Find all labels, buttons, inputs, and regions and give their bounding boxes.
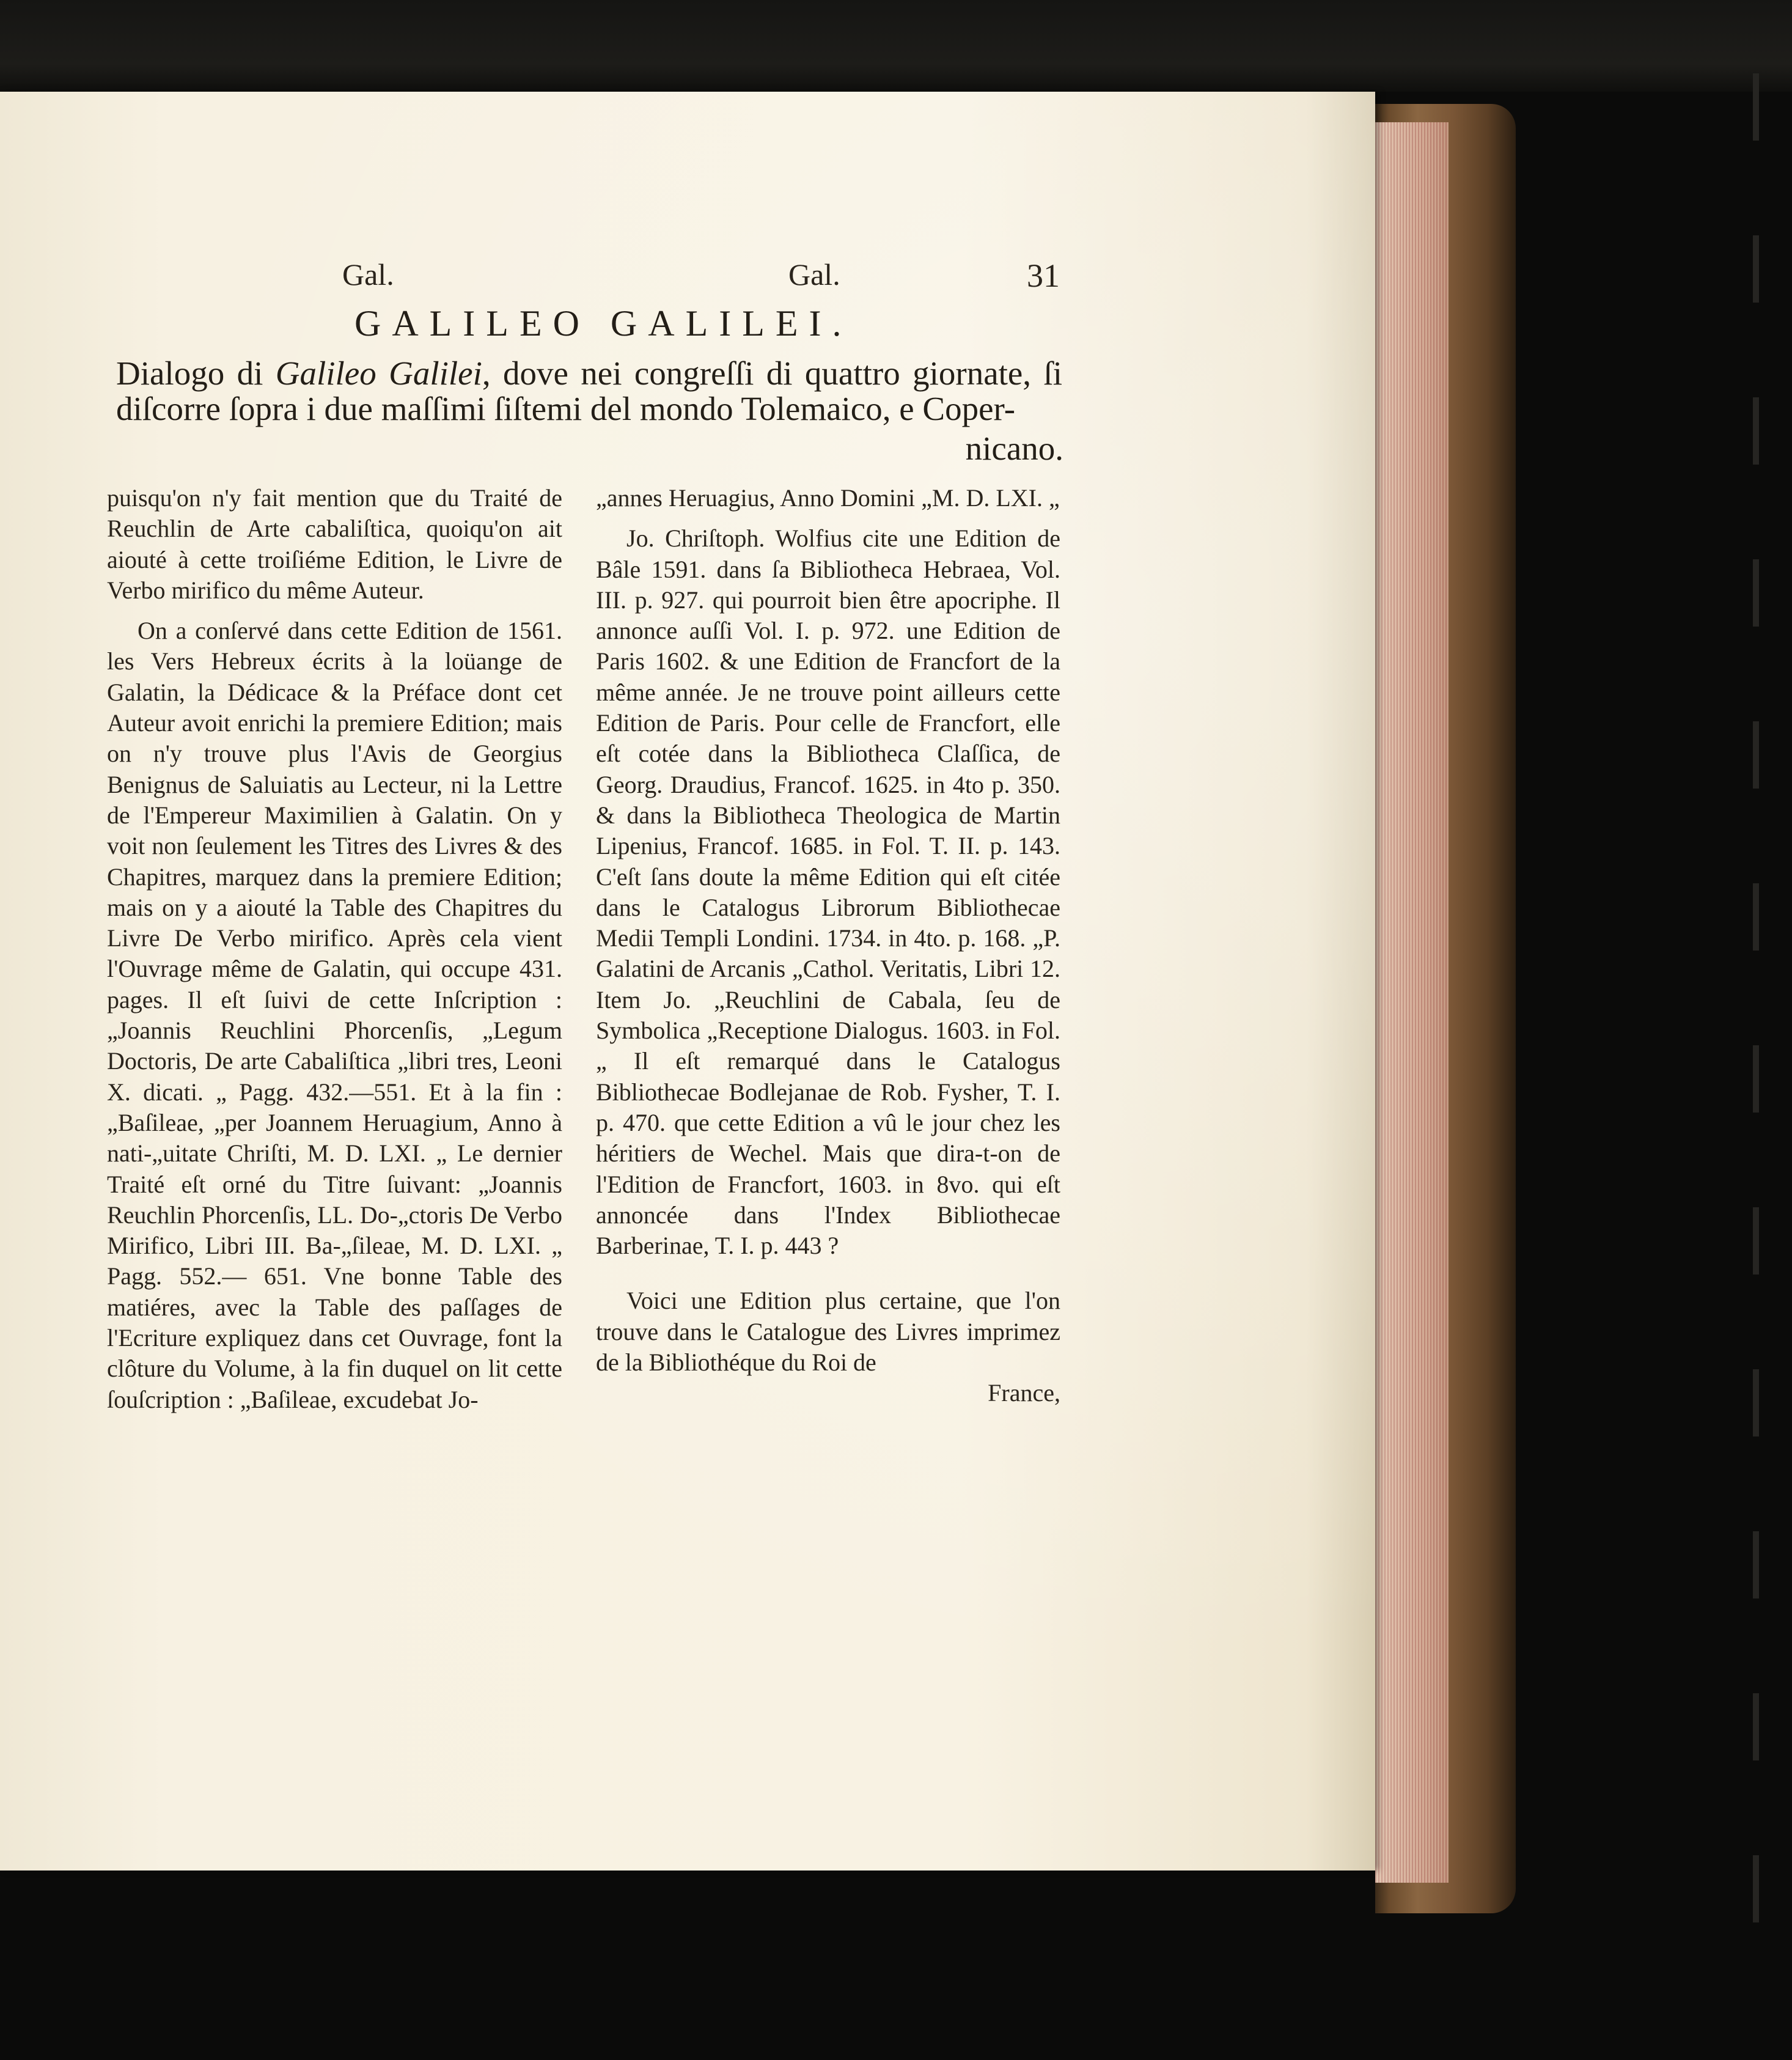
left-column (107, 483, 562, 1415)
work-title (116, 356, 1062, 427)
author-heading: GALILEO GALILEI. (354, 303, 853, 344)
catchword: France, (988, 1379, 1060, 1407)
title-rest: , dove nei congreſſi di quattro giornate, ſi diſcorre ſopra i due maſſimi ſiſtemi del mondo Tolemaico, e Coper- (116, 355, 1062, 427)
running-head-left: Gal. (342, 257, 394, 292)
right-paragraph-1: „annes Heruagius, Anno Domini „M. D. LXI. „ (596, 484, 1060, 512)
title-lead: Dialogo di (116, 355, 263, 392)
running-head-center: Gal. (788, 257, 840, 292)
right-paragraph-3: Voici une Edition plus certaine, que l'on trouve dans le Catalogue des Livres imprimez de la Bibliothéque du Roi de (596, 1287, 1060, 1377)
left-paragraph-2: On a conſervé dans cette Edition de 1561. les Vers Hebreux écrits à la loüange de Galatin, la Dédicace & la Préface dont cet Auteur avoit enrichi la premiere Edition; mais on n'y trouve plus l'Avis de Georgius Benignus de Saluiatis au Lecteur, ni la Lettre de l'Empereur Maximilien à Galatin. On y voit non ſeulement les Titres des Livres & des Chapitres, marquez dans la premiere Edition; mais on y a aiouté la Table des Chapitres du Livre De Verbo mirifico. Après cela vient l'Ouvrage même de Galatin, qui occupe 431. pages. Il eſt ſuivi de cette Inſcription : „Joannis Reuchlini Phorcenſis, „Legum Doctoris, De arte Cabaliſtica „libri tres, Leoni X. dicati. „ Pagg. 432.—551. Et à la fin : „Baſileae, „per Joannem Heruagium, Anno à nati-„uitate Chriſti, M. D. LXI. „ Le dernier Traité eſt orné du Titre ſuivant: „Joannis Reuchlin Phorcenſis, LL. Do-„ctoris De Verbo Mirifico, Libri III. Ba-„ſileae, M. D. LXI. „ Pagg. 552.— 651. Vne bonne Table des matiéres, avec la Table des paſſages de l'Ecriture expliquez dans cet Ouvrage, font la clôture du Volume, à la fin duquel on lit cette ſouſcription : „Baſileae, excudebat Jo- (107, 617, 562, 1413)
left-paragraph-1: puisqu'on n'y fait mention que du Traité de Reuchlin de Arte cabaliſtica, quoiqu'on ait aiouté à cette troiſiéme Edition, le Livre de Verbo mirifico du même Auteur. (107, 484, 562, 604)
page-edges (1375, 122, 1449, 1883)
scale-ruler (1753, 73, 1759, 1981)
right-column (596, 483, 1060, 1409)
scanner-top-strip (0, 0, 1792, 92)
title-author-name: Galileo Galilei (275, 355, 482, 392)
page-number: 31 (1027, 257, 1060, 294)
title-tail: nicano. (965, 430, 1063, 467)
right-paragraph-2: Jo. Chriſtoph. Wolfius cite une Edition de Bâle 1591. dans ſa Bibliotheca Hebraea, Vol. III. p. 927. qui pourroit bien être apocriphe. Il annonce auſſi Vol. I. p. 972. une Edition de Paris 1602. & une Edition de Francfort de la même année. Je ne trouve point ailleurs cette Edition de Paris. Pour celle de Francfort, elle eſt cotée dans la Bibliotheca Claſſica, de Georg. Draudius, Francof. 1625. in 4to p. 350. & dans la Bibliotheca Theologica de Martin Lipenius, Francof. 1685. in Fol. T. II. p. 143. C'eſt ſans doute la même Edition qui eſt citée dans le Catalogus Librorum Bibliothecae Medii Templi Londini. 1734. in 4to. p. 168. „P. Galatini de Arcanis „Cathol. Veritatis, Libri 12. Item Jo. „Reuchlini de Cabala, ſeu de Symbolica „Receptione Dialogus. 1603. in Fol. „ Il eſt remarqué dans le Catalogus Bibliothecae Bodlejanae de Rob. Fysher, T. I. p. 470. que cette Edition a vû le jour chez les héritiers de Wechel. Mais que dira-t-on de l'Edition de Francfort, 1603. in 8vo. qui eſt annoncée dans l'Index Bibliothecae Barberinae, T. I. p. 443 ? (596, 524, 1060, 1260)
